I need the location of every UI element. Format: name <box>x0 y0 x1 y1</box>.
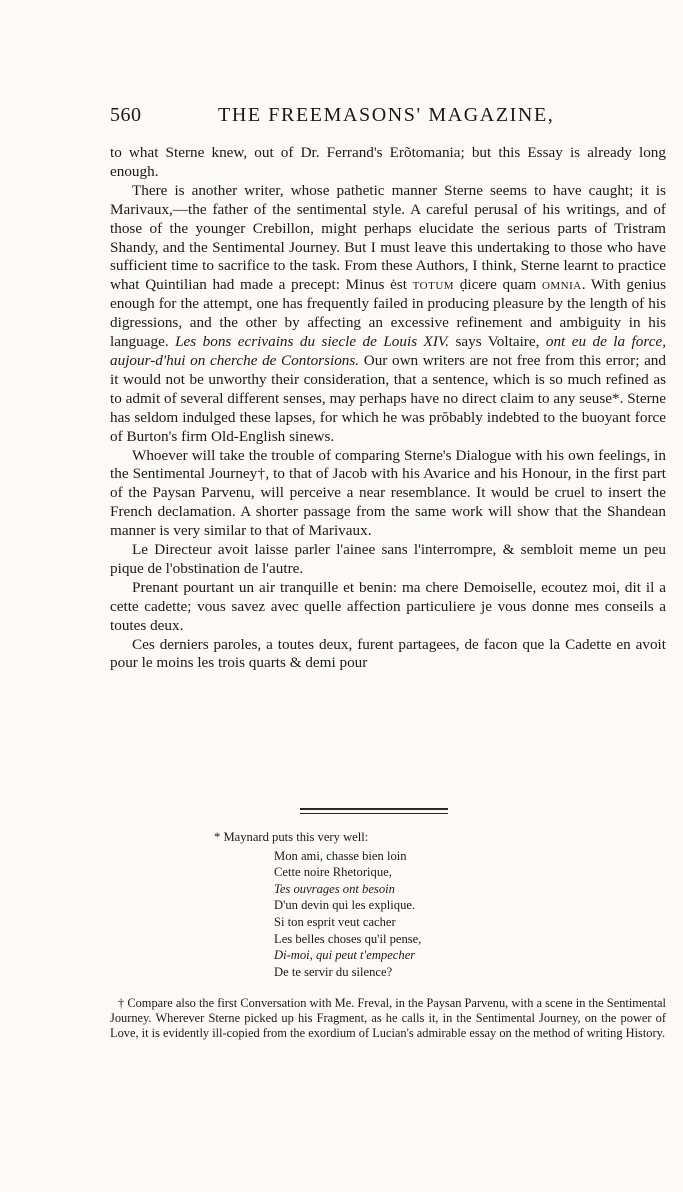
separator-rule <box>300 808 448 810</box>
poem-line: Tes ouvrages ont besoin <box>274 881 395 896</box>
paragraph <box>110 541 666 579</box>
text-run: Our own writers are not free from this error; and it would not be unworthy their consideration, that a sentence, which is so much refined as to admit of several different senses, may perhaps have no direct claim to any seuse*. Sterne has seldom indulged these lapses, for which he was prŏbably indebted to the buoyant force of Burton's firm Old-English sinews. <box>110 351 666 445</box>
footnote-dagger <box>110 996 666 1041</box>
italic-text: Les bons ecrivains du siecle de Louis XIV. <box>175 333 450 351</box>
footnote-separator <box>300 808 448 817</box>
text-run: There is another writer, whose pathetic manner Sterne seems to have caught; it is Marivaux,—the father of the sentimental style. A careful perusal of his writings, and of those of the younger Crebillon, might perhaps elucidate the serious parts of Tristram Shandy, and the Sentimental Journey. But I must leave this undertaking to those who have sufficient time to sacrifice to the task. From these Authors, I think, Sterne learnt to practice what Quintilian had made a precept: Minus ėst <box>110 181 666 294</box>
text-run: Le Directeur avoit laisse parler l'ainee sans l'interrompre, & sembloit meme un peu pique de l'obstination de l'autre. <box>110 541 666 577</box>
paragraph <box>110 144 666 182</box>
separator-rule <box>300 813 448 814</box>
paragraph <box>110 579 666 636</box>
poem <box>274 848 634 981</box>
poem-line: Di-moi, qui peut t'empecher <box>274 948 416 963</box>
text-run: Ces derniers paroles, a toutes deux, furent partagees, de facon que la Cadette en avoit pour le moins les trois quarts & demi pour <box>110 635 666 672</box>
paragraph <box>110 636 666 674</box>
footnote-asterisk <box>214 829 634 980</box>
small-caps-text: totum <box>412 276 455 294</box>
poem-line: D'un devin qui les explique. <box>274 898 416 913</box>
footnote-text: † Compare also the first Conversation with Me. Freval, in the Paysan Parvenu, with a scene in the Sentimental Journey. Wherever Sterne picked up his Fragment, as he calls it, in the Sentimental Journey, on the power of Love, it is evidently ill-copied from the exordium of Lucian's admirable essay on the method of writing History. <box>110 996 666 1040</box>
italic-text: ont eu de la force, aujour-d'hui on cherche de Contorsions. <box>110 333 666 369</box>
text-run: Prenant pourtant un air tranquille et benin: ma chere Demoiselle, ecoutez moi, dit il a cette cadette; vous savez avec quelle affection particuliere je vous donne mes conseils a toutes deux. <box>110 578 666 634</box>
text-run: says Voltaire, <box>449 333 546 351</box>
poem-line: Mon ami, chasse bien loin <box>274 848 407 863</box>
text-run: . With genius enough for the attempt, one has frequently failed in producing pleasure by the length of his digressions, and the other by affecting an excessive refinement and ambiguity in his language. <box>110 276 666 351</box>
page-number: 560 <box>110 104 142 126</box>
page-header <box>110 104 666 134</box>
running-head: THE FREEMASONS' MAGAZINE, <box>218 104 555 126</box>
paragraph <box>110 182 666 447</box>
text-run: to what Sterne knew, out of Dr. Ferrand's Erõtomania; but this Essay is already long enough. <box>110 144 666 180</box>
small-caps-text: omnia <box>541 276 582 294</box>
poem-line: Si ton esprit veut cacher <box>274 914 396 929</box>
poem-line: Les belles choses qu'il pense, <box>274 931 422 946</box>
poem-line: De te servir du silence? <box>274 964 393 979</box>
footnote-intro: * Maynard puts this very well: <box>214 830 369 844</box>
text-run: ḍicere quam <box>454 276 542 294</box>
text-run: Whoever will take the trouble of comparing Sterne's Dialogue with his own feelings, in the Sentimental Journey†, to that of Jacob with his Avarice and his Honour, in the first part of the Paysan Parvenu, will perceive a near resemblance. It would be cruel to insert the French declamation. A shorter passage from the same work will show that the Shandean manner is very similar to that of Marivaux. <box>110 446 666 540</box>
article-body <box>110 144 666 673</box>
paragraph <box>110 447 666 542</box>
poem-line: Cette noire Rhetorique, <box>274 865 392 880</box>
